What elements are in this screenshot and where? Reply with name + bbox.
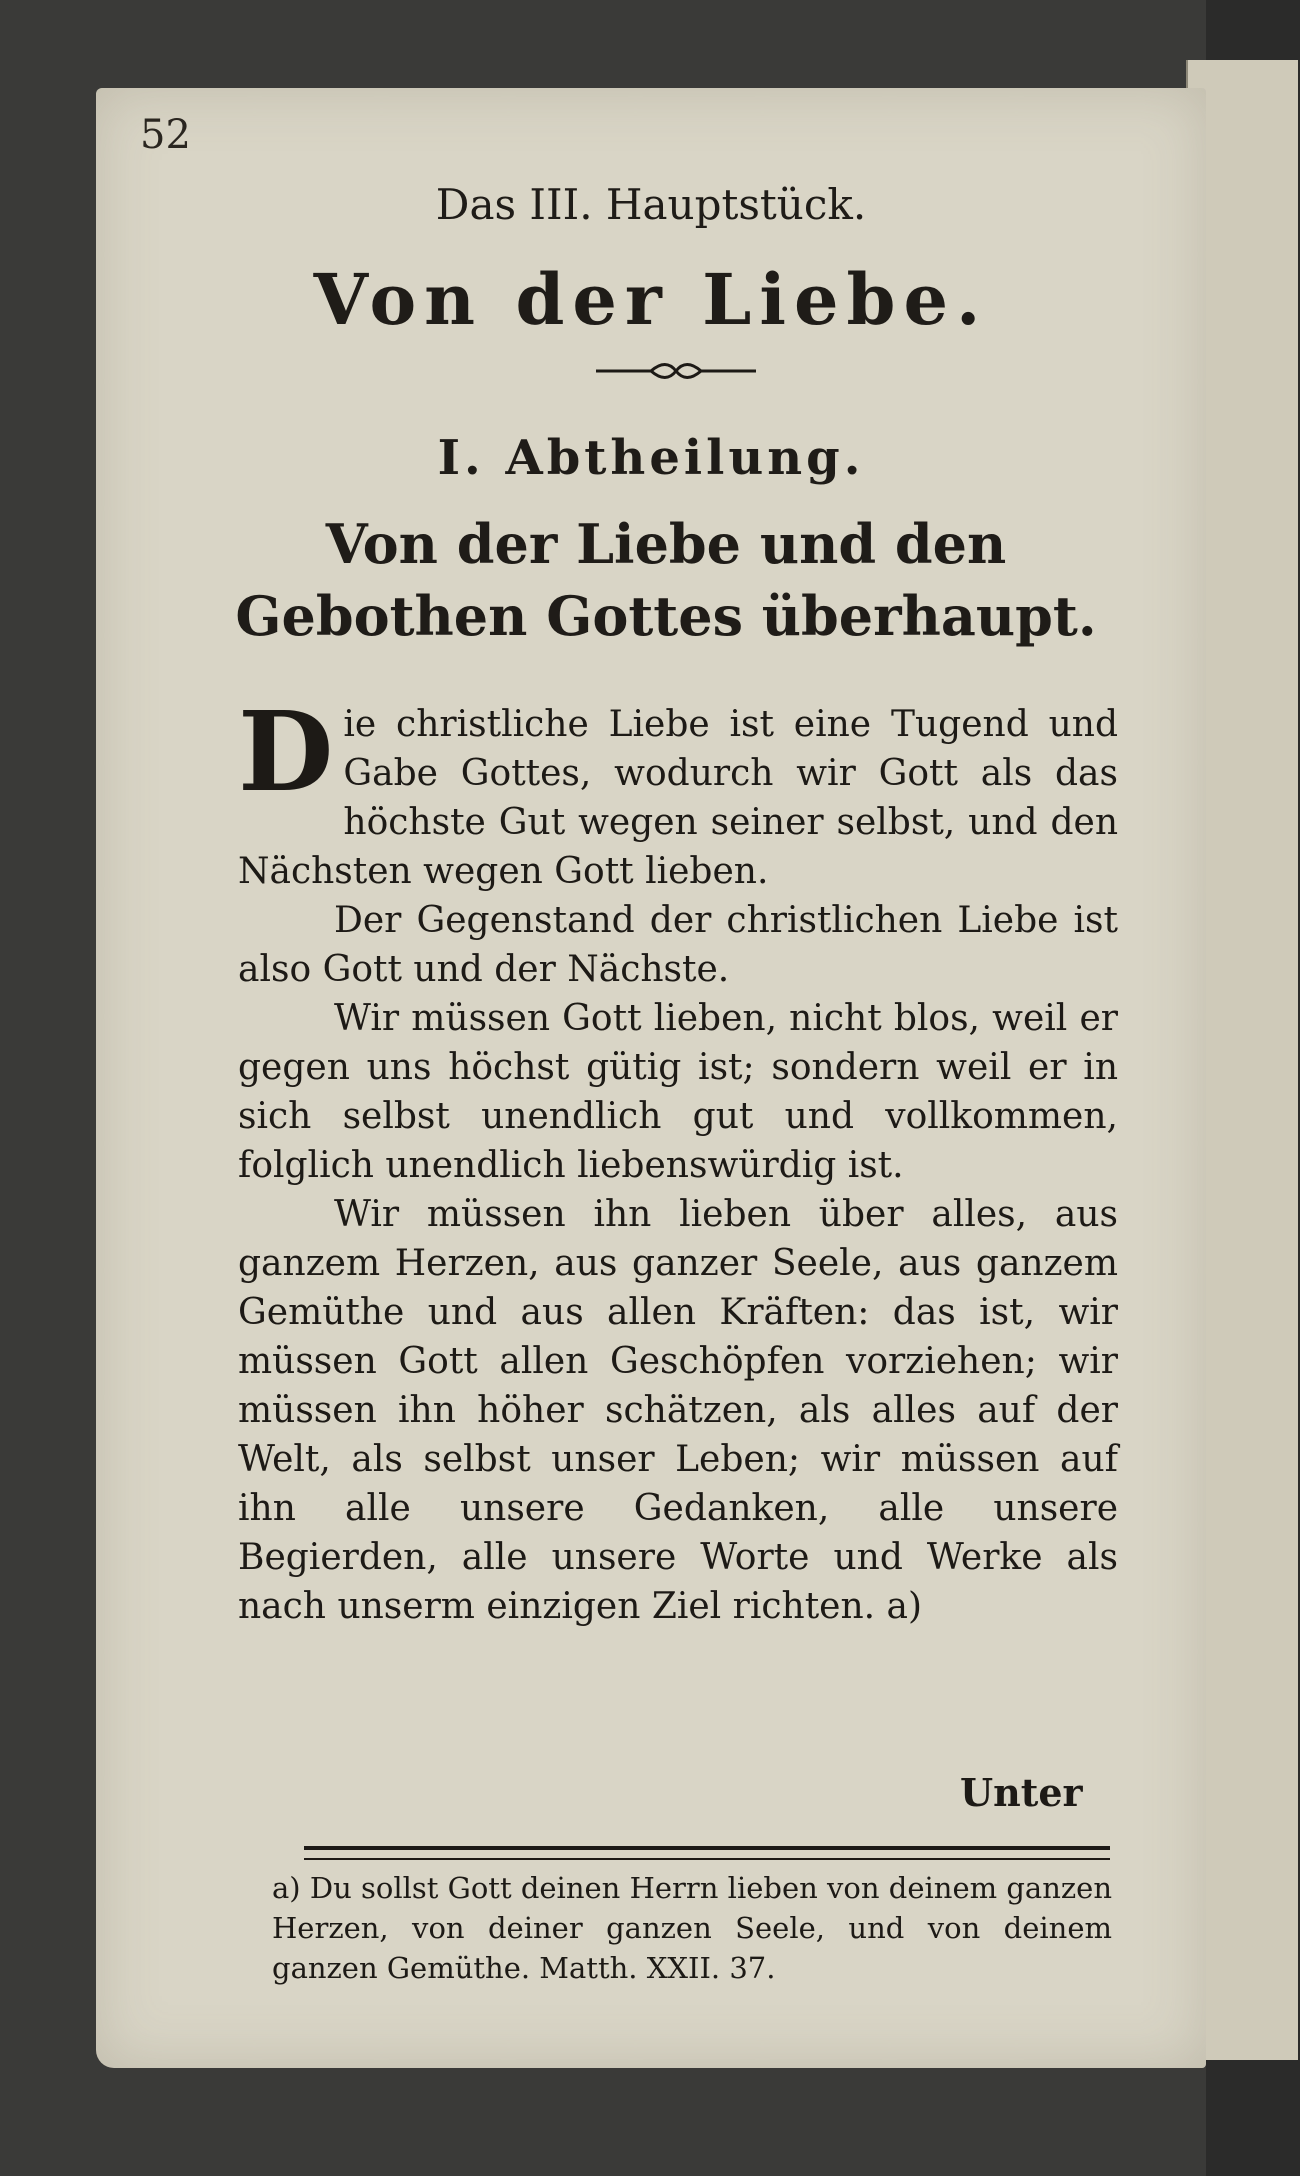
paragraph-4: Wir müssen ihn lieben über alles, aus ganzem Herzen, aus ganzer Seele, aus ganzem Gemüthe und aus allen Kräften: das ist, wir müssen Gott allen Geschöpfen vorziehen; wir müssen ihn höher schätzen, als alles auf der Welt, als selbst unser Leben; wir müssen auf ihn alle unsere Gedanken, alle unsere Begierden, alle unsere Worte und Werke als nach unserm einzigen Ziel richten. a) <box>238 1194 1118 1627</box>
footnote: a) Du sollst Gott deinen Herrn lieben von deinem ganzen Herzen, von deiner ganzen Seele, und von deinem ganzen Gemüthe. Matth. XXII. 37. <box>272 1871 1112 1985</box>
paragraph-2: Der Gegenstand der christlichen Liebe ist also Gott und der Nächste. <box>238 900 1118 990</box>
body-text <box>238 687 1118 1631</box>
page-number: 52 <box>140 112 191 158</box>
footnote-rule <box>304 1846 1110 1860</box>
catchword: Unter <box>960 1770 1083 1815</box>
paragraph-1-text: ie christliche Liebe ist eine Tugend und Gabe Gottes, wodurch wir Gott als das höchste Gut wegen seiner selbst, und den Nächsten wegen Gott lieben. <box>238 704 1118 892</box>
section-subtitle: Von der Liebe und den Gebothen Gottes überhaupt. <box>235 512 1097 648</box>
paragraph-3: Wir müssen Gott lieben, nicht blos, weil er gegen uns höchst gütig ist; sondern weil er in sich selbst unendlich gut und vollkommen, folglich unendlich liebenswürdig ist. <box>238 998 1118 1186</box>
page-title: Von der Liebe. <box>313 258 989 341</box>
chapter-heading: Das III. Hauptstück. <box>435 180 867 229</box>
paragraph-1 <box>238 687 1118 896</box>
ornament-divider <box>596 356 756 386</box>
drop-cap: D <box>238 687 334 816</box>
section-heading: I. Abtheilung. <box>437 430 865 486</box>
